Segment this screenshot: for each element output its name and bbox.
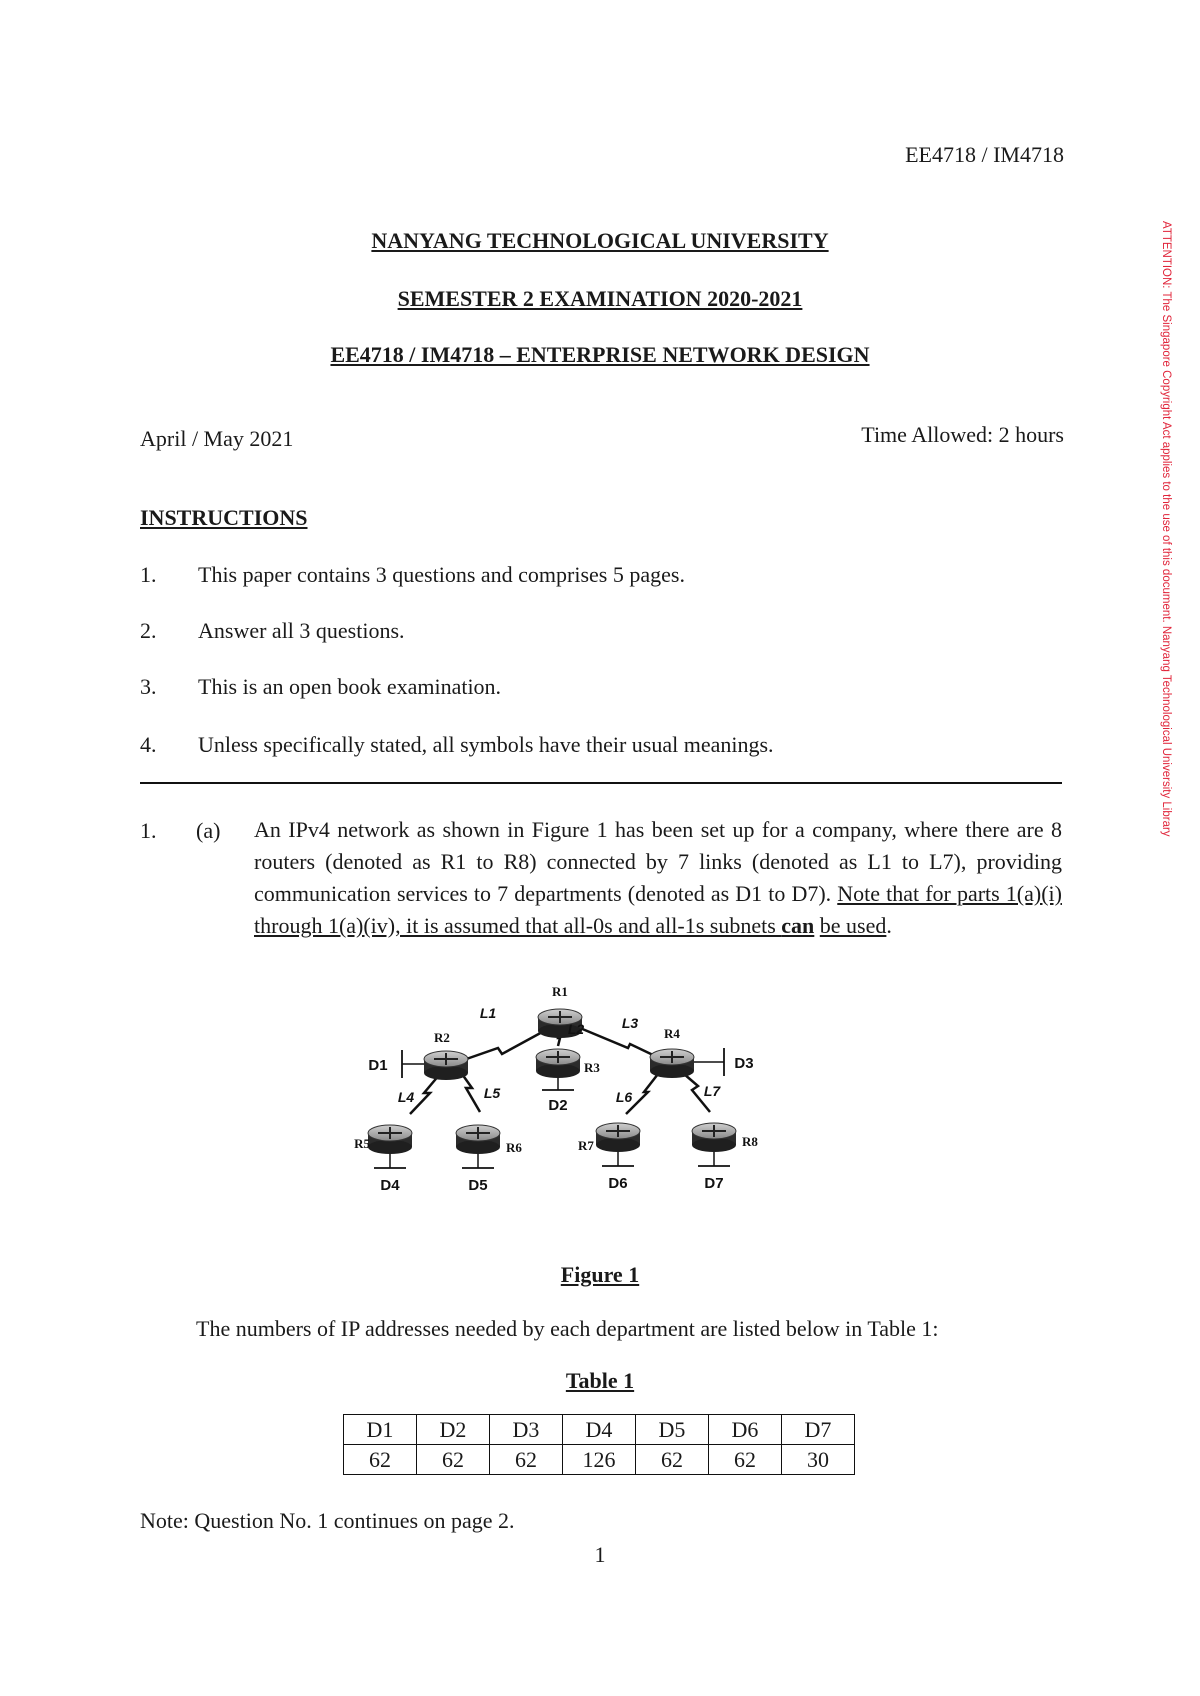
instruction-text: Answer all 3 questions. <box>198 618 405 643</box>
table-header-cell: D5 <box>636 1415 709 1445</box>
instruction-item <box>140 618 405 644</box>
question-part: (a) <box>196 818 221 843</box>
department-label-d2: D2 <box>548 1097 568 1114</box>
router-label-r5: R5 <box>354 1136 370 1151</box>
link-label-l1: L1 <box>479 1005 497 1021</box>
router-label-r4: R4 <box>664 1026 680 1041</box>
table-cell: 62 <box>490 1445 563 1475</box>
instruction-number: 1. <box>140 562 157 587</box>
course-title: EE4718 / IM4718 – ENTERPRISE NETWORK DESIGN <box>330 342 870 367</box>
link-label-l4: L4 <box>397 1089 415 1105</box>
table-header-row <box>344 1415 855 1445</box>
instruction-item <box>140 674 501 700</box>
link-label-l6: L6 <box>615 1089 633 1105</box>
time-allowed: Time Allowed: 2 hours <box>861 422 1064 447</box>
network-diagram <box>354 978 850 1246</box>
department-label-d1: D1 <box>368 1057 388 1074</box>
page-number: 1 <box>594 1542 606 1567</box>
router-r6-icon <box>456 1125 500 1154</box>
router-label-r2: R2 <box>434 1030 450 1045</box>
continuation-note: Note: Question No. 1 continues on page 2. <box>140 1508 515 1533</box>
department-label-d5: D5 <box>468 1177 488 1194</box>
router-r3-icon <box>536 1049 580 1078</box>
table-cell: 62 <box>636 1445 709 1475</box>
question-body: An IPv4 network as shown in Figure 1 has been set up for a company, where there are 8 routers (denoted as R1 to R8) connected by 7 links (denoted as L1 to L7), providing communication services to 7 departments (denoted as D1 to D7). <box>254 817 1062 906</box>
router-label-r6: R6 <box>506 1140 522 1155</box>
table-cell: 30 <box>782 1445 855 1475</box>
instruction-number: 2. <box>140 618 157 643</box>
table-cell: 126 <box>563 1445 636 1475</box>
link-l4 <box>410 1074 440 1114</box>
table-header-cell: D3 <box>490 1415 563 1445</box>
instruction-text: This paper contains 3 questions and comprises 5 pages. <box>198 562 685 587</box>
router-label-r7: R7 <box>578 1138 594 1153</box>
table-header-cell: D4 <box>563 1415 636 1445</box>
table-intro: The numbers of IP addresses needed by each department are listed below in Table 1: <box>196 1316 939 1341</box>
table-header-cell: D1 <box>344 1415 417 1445</box>
section-divider <box>140 782 1062 784</box>
instruction-number: 4. <box>140 732 157 757</box>
table-caption: Table 1 <box>565 1368 635 1393</box>
department-label-d4: D4 <box>380 1177 400 1194</box>
exam-date: April / May 2021 <box>140 426 294 451</box>
router-label-r3: R3 <box>584 1060 600 1075</box>
question-text <box>254 814 1062 942</box>
question-note-underlined: Note that for parts 1(a)(i) through 1(a)(iv), it is assumed that all-0s and all-1s subnets <box>254 881 1062 938</box>
exam-title: SEMESTER 2 EXAMINATION 2020-2021 <box>397 286 803 311</box>
router-r7-icon <box>596 1123 640 1152</box>
link-label-l2: L2 <box>567 1021 585 1037</box>
router-r2-icon <box>424 1051 468 1080</box>
department-label-d3: D3 <box>734 1055 754 1072</box>
department-address-table <box>343 1414 855 1475</box>
question-number: 1. <box>140 818 157 843</box>
table-header-cell: D7 <box>782 1415 855 1445</box>
department-label-d7: D7 <box>704 1175 724 1192</box>
router-label-r1: R1 <box>552 984 568 999</box>
table-header-cell: D2 <box>417 1415 490 1445</box>
network-diagram-svg <box>354 978 850 1246</box>
copyright-notice: ATTENTION: The Singapore Copyright Act applies to the use of this document. Nanyang Technological University Library <box>1160 221 1172 837</box>
figure-caption: Figure 1 <box>560 1262 640 1287</box>
course-code: EE4718 / IM4718 <box>905 142 1064 167</box>
link-label-l3: L3 <box>621 1015 639 1031</box>
question-note-bold: can <box>781 913 815 938</box>
instruction-number: 3. <box>140 674 157 699</box>
instruction-item <box>140 562 685 588</box>
question-note-period: . <box>886 913 892 938</box>
table-row <box>344 1445 855 1475</box>
instruction-text: Unless specifically stated, all symbols have their usual meanings. <box>198 732 774 757</box>
question-note-underlined-end: be used <box>819 913 887 938</box>
link-label-l5: L5 <box>483 1085 501 1101</box>
table-cell: 62 <box>417 1445 490 1475</box>
table-cell: 62 <box>344 1445 417 1475</box>
table-cell: 62 <box>709 1445 782 1475</box>
instruction-item <box>140 732 774 758</box>
router-r8-icon <box>692 1123 736 1152</box>
link-label-l7: L7 <box>703 1083 721 1099</box>
router-label-r8: R8 <box>742 1134 758 1149</box>
instruction-text: This is an open book examination. <box>198 674 502 699</box>
instructions-heading: INSTRUCTIONS <box>140 505 308 530</box>
router-r4-icon <box>650 1049 694 1078</box>
link-l5 <box>462 1074 480 1112</box>
department-label-d6: D6 <box>608 1175 628 1192</box>
table-header-cell: D6 <box>709 1415 782 1445</box>
university-title: NANYANG TECHNOLOGICAL UNIVERSITY <box>371 228 829 253</box>
router-r5-icon <box>368 1125 412 1154</box>
